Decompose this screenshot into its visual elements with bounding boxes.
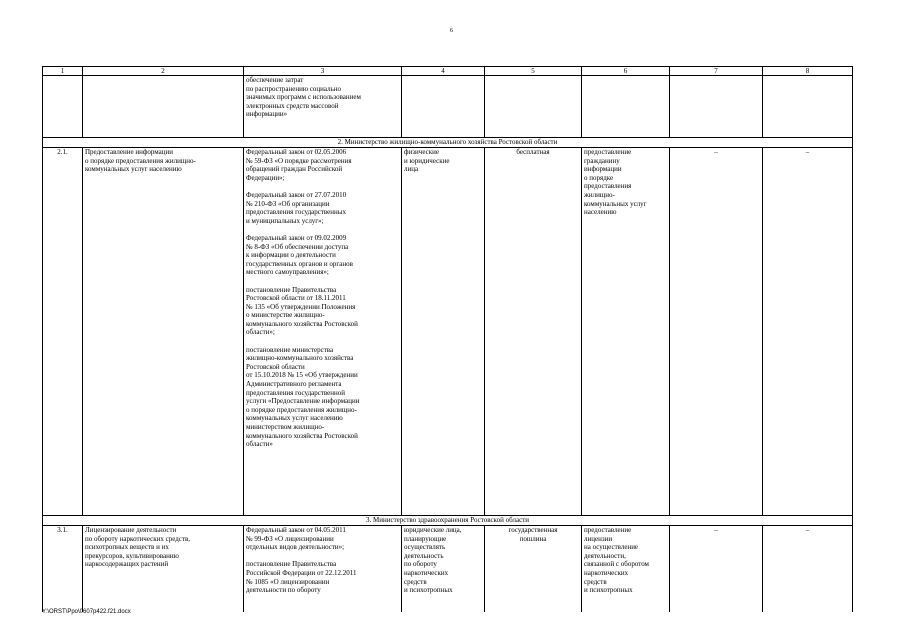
footer-file-path: Y:\ORST\Ppo\0607p422.f21.docx bbox=[42, 609, 131, 615]
continuation-row bbox=[43, 76, 853, 138]
section-2-header bbox=[43, 138, 853, 148]
table-row-2-1 bbox=[43, 148, 853, 516]
service-name: Лицензирование деятельности по обороту наркотических средств, психотропных веществ и их прекурсоров, культивированию наркосодержащих растений bbox=[83, 526, 244, 612]
header-col-7: 7 bbox=[670, 67, 763, 76]
section-3-header bbox=[43, 516, 853, 526]
recipients: физические и юридические лица bbox=[402, 148, 485, 516]
payment: бесплатная bbox=[485, 148, 582, 516]
col8-value: – bbox=[763, 148, 853, 516]
page-number: 6 bbox=[450, 28, 453, 34]
service-name: Предоставление информации о порядке предоставления жилищно- коммунальных услуг населению bbox=[83, 148, 244, 516]
header-col-3: 3 bbox=[244, 67, 402, 76]
table-row-3-1 bbox=[43, 526, 853, 612]
continuation-legal-text: обеспечение затрат по распространению социально значимых программ с использованием электронных средств массовой информации» bbox=[244, 76, 402, 138]
payment: государственная пошлина bbox=[485, 526, 582, 612]
row-number: 2.1. bbox=[43, 148, 83, 516]
header-col-1: 1 bbox=[43, 67, 83, 76]
header-col-4: 4 bbox=[402, 67, 485, 76]
section-2-title: 2. Министерство жилищно-коммунального хозяйства Ростовской области bbox=[43, 138, 853, 148]
services-table bbox=[42, 66, 853, 612]
col8-value: – bbox=[763, 526, 853, 612]
result: предоставление лицензии на осуществление деятельности, связанной с оборотом наркотических средств и психотропных bbox=[582, 526, 670, 612]
header-col-2: 2 bbox=[83, 67, 244, 76]
header-col-6: 6 bbox=[582, 67, 670, 76]
legal-basis: Федеральный закон от 02.05.2006 № 59-ФЗ «О порядке рассмотрения обращений граждан Российской Федерации»; Федеральный закон от 27.07.2010 № 210-ФЗ «Об организации предоставления государственных и муниципальных услуг»; Федеральный закон от 09.02.2009 № 8-ФЗ «Об обеспечении доступа к информации о деятельности государственных органов и органов местного самоуправления»; постановление Правительства Ростовской области от 18.11.2011 № 135 «Об утверждении Положения о министерстве жилищно- коммунального хозяйства Ростовской области»; постановление министерства жилищно-коммунального хозяйства Ростовской области от 15.10.2018 № 15 «Об утверждении Административного регламента предоставления государственной услуги «Предоставление информации о порядке предоставления жилищно- коммунальных услуг населению министерством жилищно- коммунального хозяйства Ростовской области» bbox=[244, 148, 402, 516]
col7-value: – bbox=[670, 148, 763, 516]
row-number: 3.1. bbox=[43, 526, 83, 612]
col7-value: – bbox=[670, 526, 763, 612]
header-col-8: 8 bbox=[763, 67, 853, 76]
recipients: юридические лица, планирующие осуществлять деятельность по обороту наркотических средств и психотропных bbox=[402, 526, 485, 612]
section-3-title: 3. Министерство здравоохранения Ростовской области bbox=[43, 516, 853, 526]
header-col-5: 5 bbox=[485, 67, 582, 76]
legal-basis: Федеральный закон от 04.05.2011 № 99-ФЗ «О лицензировании отдельных видов деятельности»; постановление Правительства Российской Федерации от 22.12.2011 № 1085 «О лицензировании деятельности по обороту bbox=[244, 526, 402, 612]
header-row bbox=[43, 67, 853, 76]
result: предоставление гражданину информации о порядке предоставления жилищно- коммунальных услуг населению bbox=[582, 148, 670, 516]
